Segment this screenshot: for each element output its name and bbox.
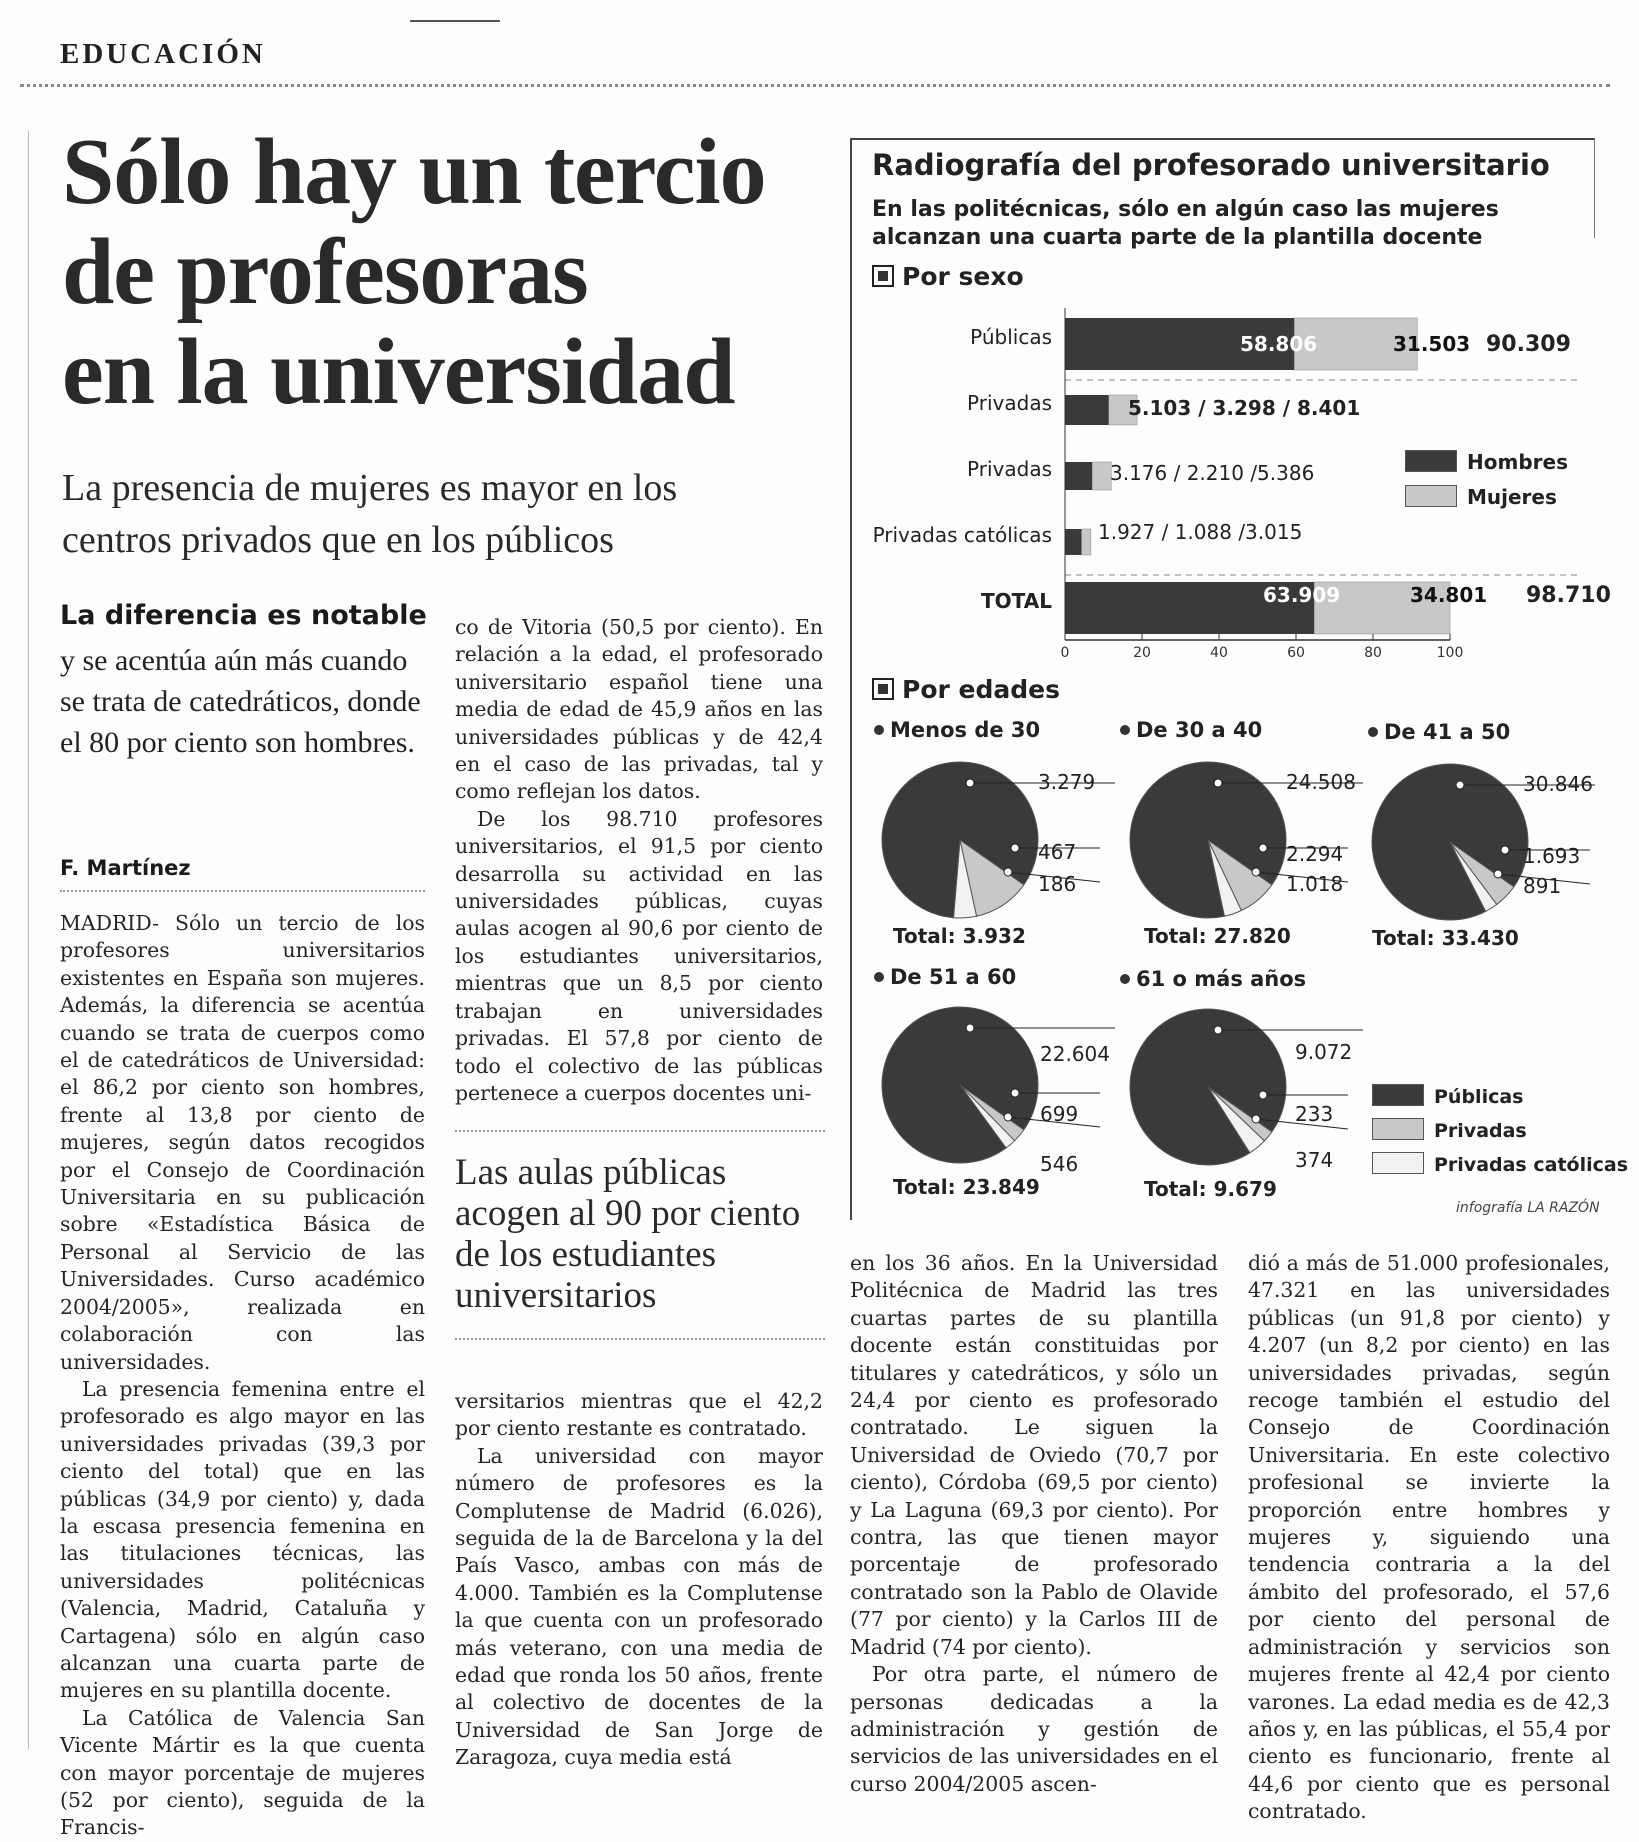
subhead-line-1: La presencia de mujeres es mayor en los: [62, 467, 678, 509]
legend-privadas: Privadas: [1372, 1118, 1527, 1142]
bar-value-mujeres-total: 34.801: [1410, 583, 1488, 607]
x-tick-label: 40: [1210, 645, 1228, 660]
bar-value-text: 1.927 / 1.088 /3.015: [1098, 520, 1303, 544]
pie-leader-dot: [1494, 870, 1502, 878]
paragraph: co de Vitoria (50,5 por ciento). En relación a la edad, el profesorado universitario español tiene una media de edad de 45,9 años en las universidades públicas y de 42,4 en el caso de las privadas, tal y como reflejan los datos.: [455, 615, 823, 804]
subhead-line-2: centros privados que en los públicos: [62, 519, 614, 561]
legend-swatch-dark: [1372, 1084, 1424, 1106]
pull-title: La diferencia es notable: [60, 600, 427, 631]
paragraph: La Católica de Valencia San Vicente Mártir es la que cuenta con mayor porcentaje de mujeres (52 por ciento), seguida de la Francis-: [60, 1705, 425, 1840]
bar-value-hombres-publicas: 58.806: [1240, 332, 1318, 356]
pie-leader-dot: [1456, 781, 1464, 789]
x-tick-label: 60: [1287, 645, 1305, 660]
bar-total-total: 98.710: [1526, 583, 1611, 608]
pie-value-catolicas: 1.018: [1286, 872, 1344, 896]
header-rule: [20, 84, 1610, 87]
category-label: Privadas: [967, 391, 1052, 415]
pie-leader-dot: [966, 1024, 974, 1032]
pie-total: Total: 9.679: [1144, 1177, 1277, 1201]
pie-leader-dot: [1011, 1089, 1019, 1097]
pie-leader-dot: [1004, 868, 1012, 876]
infographic-border-top: [850, 138, 1595, 140]
paragraph: De los 98.710 profesores universitarios, el 91,5 por ciento desarrolla su actividad en las universidades públicas, cuyas aulas acogen al 90,6 por ciento de los estudiantes universitarios, mientras que un 8,5 por ciento trabajan en universidades privadas. El 57,8 por ciento de todo el colectivo de las públicas pertenece a cuerpos docentes uni-: [455, 806, 823, 1105]
article-column-2a: [455, 614, 823, 1107]
pie-leader-dot: [1259, 844, 1267, 852]
pie-value-publicas: 24.508: [1286, 770, 1356, 794]
pie-leader-dot: [1214, 1026, 1222, 1034]
pie-value-publicas: 3.279: [1038, 770, 1096, 794]
x-tick-label: 100: [1436, 645, 1464, 660]
pie-value-privadas: 1.693: [1523, 844, 1581, 868]
headline-line-3: en la universidad: [62, 320, 735, 424]
pie-leader-dot: [1004, 1113, 1012, 1121]
pie-total: Total: 33.430: [1372, 926, 1519, 950]
paragraph: La universidad con mayor número de profesores es la Complutense de Madrid (6.026), seguida de la de Barcelona y la del País Vasco, ambas con más de 4.000. También es la Complutense la que cuenta con un profesorado más veterano, con una media de edad que ronda los 50 años, frente al colectivo de docentes de la Universidad de San Jorge de Zaragoza, cuya media está: [455, 1443, 823, 1770]
pie-group-title: De 41 a 50: [1368, 720, 1510, 744]
infographic-title: Radiografía del profesorado universitario: [872, 148, 1550, 182]
age-heading-label: Por edades: [902, 675, 1060, 704]
article-column-2b: [455, 1388, 823, 1772]
pie-total: Total: 27.820: [1144, 924, 1291, 948]
pie-value-publicas: 22.604: [1040, 1042, 1110, 1066]
pie-group-title: 61 o más años: [1120, 967, 1306, 991]
pie-value-catolicas: 891: [1523, 874, 1562, 898]
pie-value-publicas: 30.846: [1523, 772, 1593, 796]
category-label: Privadas católicas: [872, 523, 1052, 547]
headline-line-2: de profesoras: [62, 220, 588, 324]
bar-value-text: 5.103 / 3.298 / 8.401: [1128, 396, 1361, 420]
quote-rule-top: [455, 1130, 825, 1132]
legend-swatch-dark: [1405, 450, 1457, 472]
legend-swatch-light: [1372, 1118, 1424, 1140]
pie-total: Total: 3.932: [893, 924, 1026, 948]
pie-value-privadas: 467: [1038, 840, 1077, 864]
legend-publicas: Públicas: [1372, 1084, 1523, 1108]
x-tick-label: 0: [1060, 645, 1070, 660]
category-label: Públicas: [970, 325, 1052, 349]
checkbox-square-icon: [872, 678, 894, 700]
pie-group-title: De 51 a 60: [874, 965, 1016, 989]
age-pie-charts: [850, 700, 1595, 1220]
left-margin-rule: [28, 130, 29, 1750]
byline: F. Martínez: [60, 856, 191, 880]
headline-line-1: Sólo hay un tercio: [62, 120, 766, 224]
infographic-subtitle: En las politécnicas, sólo en algún caso las mujeres alcanzan una cuarta parte de la plantilla docente: [872, 197, 1499, 250]
bar-hombres: [1065, 529, 1082, 555]
pie-group-title: De 30 a 40: [1120, 718, 1262, 742]
pull-body: y se acentúa aún más cuando se trata de catedráticos, donde el 80 por ciento son hombres.: [60, 644, 421, 759]
bar-total-publicas: 90.309: [1486, 332, 1571, 357]
section-label: EDUCACIÓN: [60, 38, 266, 70]
pie-value-catolicas: 546: [1040, 1152, 1079, 1176]
bar-value-mujeres-publicas: 31.503: [1393, 332, 1471, 356]
bar-mujeres: [1082, 529, 1091, 555]
pie-leader-dot: [1259, 1091, 1267, 1099]
bar-value-hombres-total: 63.909: [1263, 583, 1341, 607]
article-column-3: [850, 1250, 1218, 1798]
pie-leader-dot: [1252, 1115, 1260, 1123]
paragraph: dió a más de 51.000 profesionales, 47.321 en las universidades públicas (un 91,8 por ciento) y 4.207 (un 8,2 por ciento) en las universidades privadas, según recoge también el estudio del Consejo de Coordinación Universitaria. En este colectivo profesional se invierte la proporción entre hombres y mujeres y, siguiendo una tendencia contraria a la del ámbito del profesorado, el 57,6 por ciento del personal de administración y servicios son mujeres frente al 42,4 por ciento varones. La edad media es de 42,3 años y, en las públicas, el 55,4 por ciento es funcionario, frente al 44,6 por ciento que es personal contratado.: [1248, 1251, 1610, 1824]
bullet-icon: [1120, 725, 1130, 735]
sex-heading-label: Por sexo: [902, 262, 1024, 291]
infographic-credit: infografía LA RAZÓN: [1456, 1200, 1600, 1216]
bar-value-text: 3.176 / 2.210 /5.386: [1110, 461, 1315, 485]
pie-value-privadas: 233: [1295, 1102, 1334, 1126]
legend-swatch-white: [1372, 1152, 1424, 1174]
bullet-icon: [874, 972, 884, 982]
pie-value-privadas: 699: [1040, 1102, 1079, 1126]
paragraph: La presencia femenina entre el profesorado es algo mayor en las universidades privadas (39,3 por ciento del total) que en las públicas (34,9 por ciento) y, dada la escasa presencia femenina en las titulaciones técnicas, las universidades politécnicas (Valencia, Madrid, Cataluña y Cartagena) sólo en algún caso alcanzan una cuarta parte de mujeres en su plantilla docente.: [60, 1376, 425, 1703]
bar-hombres: [1065, 395, 1109, 425]
x-tick-label: 80: [1364, 645, 1382, 660]
x-tick-label: 20: [1133, 645, 1151, 660]
legend-swatch-light: [1405, 485, 1457, 507]
top-rule: [410, 20, 500, 22]
legend-catolicas: Privadas católicas: [1372, 1152, 1628, 1176]
article-column-1: [60, 910, 425, 1842]
bullet-icon: [874, 725, 884, 735]
article-column-4: [1248, 1250, 1610, 1826]
pie-total: Total: 23.849: [893, 1175, 1040, 1199]
paragraph: en los 36 años. En la Universidad Politécnica de Madrid las tres cuartas partes de su plantilla docente están constituidas por titulares y catedráticos, y sólo un 24,4 por ciento es profesorado contratado. Le siguen la Universidad de Oviedo (70,7 por ciento), Córdoba (69,5 por ciento) y La Laguna (69,3 por ciento). Por contra, las que tienen mayor porcentaje de profesorado contratado son la Pablo de Olavide (77 por ciento) y la Carlos III de Madrid (74 por ciento).: [850, 1251, 1218, 1659]
paragraph: MADRID- Sólo un tercio de los profesores universitarios existentes en España son mujeres. Además, la diferencia se acentúa cuando se trata de cuerpos como el de catedráticos de Universidad: el 86,2 por ciento son hombres, frente al 13,8 por ciento de mujeres, según datos recogidos por el Consejo de Coordinación Universitaria en su publicación sobre «Estadística Básica de Personal al Servicio de las Universidades. Curso académico 2004/2005», realizada en colaboración con las universidades.: [60, 911, 425, 1374]
subheadline: [62, 462, 782, 566]
bullet-icon: [1120, 974, 1130, 984]
legend-mujeres: Mujeres: [1405, 485, 1557, 509]
checkbox-square-icon: [872, 265, 894, 287]
pie-group-title: Menos de 30: [874, 718, 1040, 742]
category-label: Privadas: [967, 457, 1052, 481]
byline-rule: [60, 890, 425, 892]
sex-section-heading: [872, 262, 1024, 291]
pie-leader-dot: [1501, 846, 1509, 854]
pie-leader-dot: [1252, 868, 1260, 876]
pie-value-publicas: 9.072: [1295, 1040, 1353, 1064]
quote-rule-bottom: [455, 1338, 825, 1340]
pull-quote: Las aulas públicas acogen al 90 por ciento de los estudiantes universitarios: [455, 1152, 801, 1316]
category-label-total: TOTAL: [981, 589, 1052, 613]
legend-hombres: Hombres: [1405, 450, 1568, 474]
pie-value-catolicas: 186: [1038, 872, 1077, 896]
paragraph: versitarios mientras que el 42,2 por ciento restante es contratado.: [455, 1389, 823, 1441]
paragraph: Por otra parte, el número de personas dedicadas a la administración y gestión de servicios de las universidades en el curso 2004/2005 ascen-: [850, 1662, 1218, 1796]
bar-mujeres: [1092, 462, 1111, 490]
pie-value-catolicas: 374: [1295, 1148, 1334, 1172]
pie-leader-dot: [1214, 779, 1222, 787]
pie-leader-dot: [966, 779, 974, 787]
bullet-icon: [1368, 727, 1378, 737]
headline: [62, 122, 822, 422]
pie-value-privadas: 2.294: [1286, 842, 1344, 866]
infographic-border-right: [1594, 138, 1595, 238]
bar-hombres: [1065, 462, 1092, 490]
pie-leader-dot: [1011, 844, 1019, 852]
